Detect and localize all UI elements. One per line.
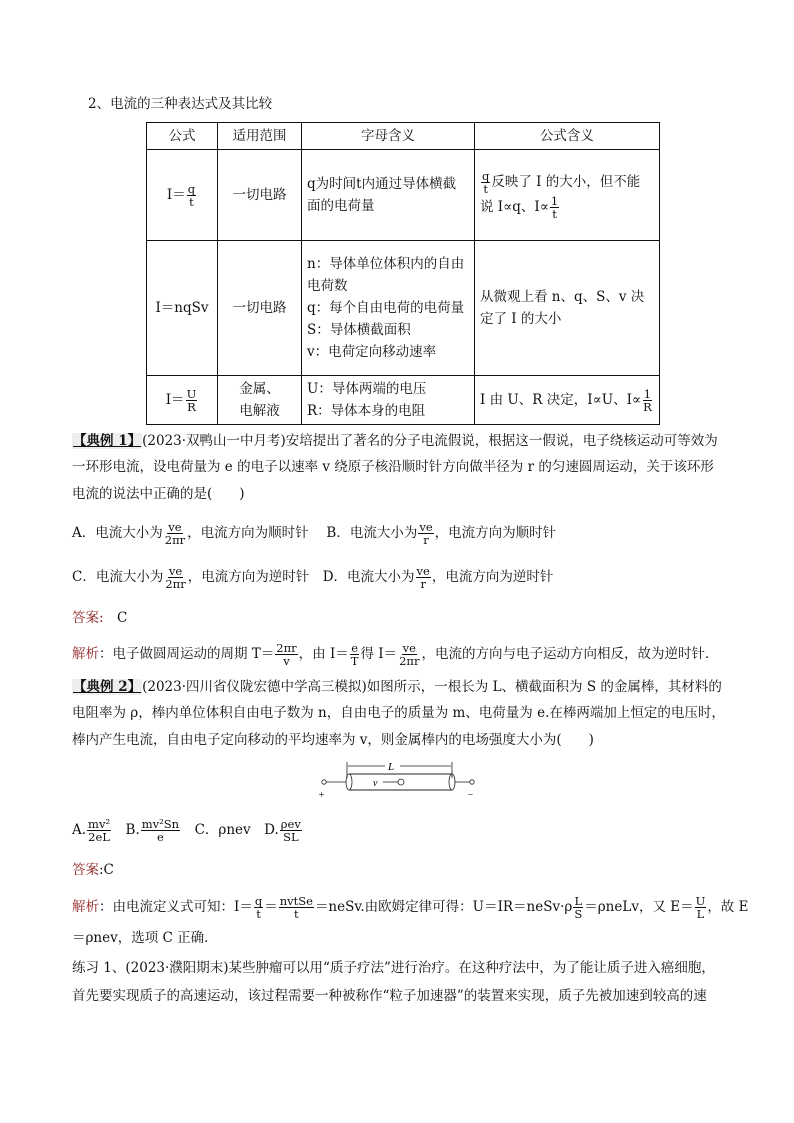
electron-icon xyxy=(398,779,404,785)
fraction-numerator: U xyxy=(186,386,197,401)
text-run: 面的电荷量 xyxy=(307,198,375,214)
meaning-cell xyxy=(475,241,660,376)
fraction xyxy=(642,388,653,413)
text-run: ，电流方向为逆时针 D．电流大小为 xyxy=(187,569,415,585)
text-run: C xyxy=(103,610,128,626)
fraction xyxy=(280,818,302,843)
text-line xyxy=(72,861,114,879)
table-row xyxy=(147,376,660,425)
cell-line xyxy=(307,275,469,297)
text-line xyxy=(72,704,725,722)
text-run: n：导体单位体积内的自由 xyxy=(307,256,465,272)
text-run: q：每个自由电荷的电荷量 xyxy=(307,300,465,316)
text-run: 电荷数 xyxy=(307,278,348,294)
header-formula: 公式 xyxy=(147,123,218,150)
meaning-cell xyxy=(475,376,660,425)
letters-cell xyxy=(302,150,475,241)
fraction xyxy=(87,818,111,843)
answer-label: 解析 xyxy=(72,646,99,662)
text-run: ＝neSv.由欧姆定律可得：U＝IR＝neSv·ρ xyxy=(314,899,573,915)
text-run: 得 I＝ xyxy=(360,646,398,662)
fraction xyxy=(550,195,559,220)
table-row xyxy=(147,150,660,241)
text-run: ，电流方向为顺时针 B．电流大小为 xyxy=(187,525,418,541)
cell-line xyxy=(307,195,469,217)
formula-cell xyxy=(147,241,218,376)
text-run: 金属、 xyxy=(239,381,280,397)
fraction-numerator: nvtSe xyxy=(279,894,313,908)
text-line xyxy=(72,521,556,546)
text-run: ＝ρneLv，又 E＝ xyxy=(584,899,694,915)
text-run: I＝ xyxy=(166,186,186,203)
text-run: :C xyxy=(99,862,114,878)
text-line xyxy=(72,929,218,947)
fraction xyxy=(695,895,707,920)
fraction-numerator: 2πr xyxy=(276,641,297,655)
fraction xyxy=(481,170,490,195)
negative-terminal-icon xyxy=(470,780,474,784)
fraction-denominator: t xyxy=(294,907,299,921)
fraction xyxy=(416,565,431,590)
text-run: ，故 E xyxy=(707,899,749,915)
answer-label: 解析 xyxy=(72,899,99,915)
fraction-denominator: 2πr xyxy=(165,577,186,591)
cell-line xyxy=(152,297,212,319)
text-run: C．电流大小为 xyxy=(72,569,164,585)
letters-cell xyxy=(302,241,475,376)
fraction xyxy=(187,183,196,208)
text-run: 反映了 I 的大小，但不能 xyxy=(491,174,641,190)
fraction-numerator: ve xyxy=(402,641,416,655)
text-line xyxy=(72,731,594,749)
text-run: C．ρnev D. xyxy=(181,822,279,838)
formula-cell xyxy=(147,376,218,425)
fraction-denominator: t xyxy=(189,194,194,209)
cell-line xyxy=(152,388,212,413)
scope-cell xyxy=(218,241,302,376)
text-run: (2023·双鸭山一中月考)安培提出了著名的分子电流假说，根据这一假说，电子绕核运动可等效为 xyxy=(142,433,718,449)
text-run: 一切电路 xyxy=(232,187,287,203)
velocity-label: v xyxy=(373,778,378,789)
plus-sign: + xyxy=(318,790,325,801)
text-run: ，电流方向为逆时针 xyxy=(431,569,554,585)
text-line xyxy=(72,678,722,696)
cell-line xyxy=(480,308,654,330)
text-run: ：由电流定义式可知：I＝ xyxy=(99,899,253,915)
fraction-numerator: U xyxy=(695,894,706,908)
cell-line xyxy=(307,400,469,422)
text-run: ，由 I＝ xyxy=(298,646,349,662)
fraction-denominator: t xyxy=(256,907,261,921)
text-run: I 由 U、R 决定，I∝U、I∝ xyxy=(480,391,642,408)
fraction-numerator: 1 xyxy=(643,386,652,401)
fraction-denominator: v xyxy=(283,654,290,668)
fraction xyxy=(418,521,433,546)
fraction-numerator: mv² xyxy=(88,817,111,831)
text-line xyxy=(72,458,714,476)
fraction-denominator: 2eL xyxy=(88,830,110,844)
fraction-denominator: r xyxy=(423,533,429,547)
cell-line xyxy=(480,195,654,220)
formula-cell xyxy=(147,150,218,241)
fraction xyxy=(573,895,583,920)
answer-label: 答案: xyxy=(72,610,104,626)
text-run: A. xyxy=(72,822,87,838)
text-run: 首先要实现质子的高速运动，该过程需要一种被称作“粒子加速器”的装置来实现，质子先被加速到较高的速 xyxy=(72,988,707,1004)
fraction-denominator: 2πr xyxy=(399,654,420,668)
text-run: 说 I∝q、I∝ xyxy=(480,199,549,215)
text-line xyxy=(72,609,127,627)
text-run: A．电流大小为 xyxy=(72,525,163,541)
length-label: L xyxy=(388,761,395,773)
fraction-numerator: ve xyxy=(419,520,433,534)
scope-cell xyxy=(218,376,302,425)
text-run: ＝ρnev，选项 C 正确． xyxy=(72,930,218,946)
fraction-numerator: L xyxy=(574,894,583,908)
fraction-denominator: R xyxy=(643,399,652,414)
metal-rod-figure xyxy=(315,760,475,805)
fraction-denominator: r xyxy=(420,577,426,591)
fraction-denominator: S xyxy=(574,907,583,921)
fraction xyxy=(186,388,198,413)
fraction xyxy=(254,895,263,920)
text-line xyxy=(72,987,707,1005)
minus-sign: − xyxy=(467,790,474,801)
text-run: ＝ xyxy=(264,899,278,915)
fraction xyxy=(398,642,420,667)
text-run: v：电荷定向移动速率 xyxy=(307,344,437,360)
cell-line xyxy=(223,378,296,400)
cell-line xyxy=(223,400,296,422)
fraction-denominator: e xyxy=(157,830,164,844)
text-run: B. xyxy=(112,822,140,838)
text-line xyxy=(72,565,553,590)
section-heading xyxy=(88,95,272,113)
text-run: 练习 1、(2023·濮阳期末)某些肿瘤可以用“质子疗法”进行治疗。在这种疗法中，为了能让质子进入癌细胞， xyxy=(72,960,715,976)
fraction xyxy=(141,818,180,843)
header-letters: 字母含义 xyxy=(302,123,475,150)
text-run: I＝nqSv xyxy=(155,300,209,316)
fraction-numerator: ve xyxy=(168,564,183,578)
text-run: ，电流的方向与电子运动方向相反，故为逆时针． xyxy=(421,646,719,662)
text-run: 一切电路 xyxy=(232,300,287,316)
cell-line xyxy=(307,319,469,341)
fraction xyxy=(164,521,186,546)
text-run: 定了 I 的大小 xyxy=(480,311,562,327)
text-run: 电解液 xyxy=(239,403,280,419)
text-line xyxy=(72,432,718,450)
fraction-denominator: L xyxy=(696,907,705,921)
cell-line xyxy=(223,297,296,319)
fraction-denominator: R xyxy=(187,399,196,414)
fraction xyxy=(350,642,360,667)
text-line xyxy=(72,959,715,977)
text-line xyxy=(72,818,303,843)
fraction xyxy=(275,642,297,667)
answer-label: 答案 xyxy=(72,862,99,878)
cell-line xyxy=(307,297,469,319)
letters-cell xyxy=(302,376,475,425)
fraction-numerator: mv²Sn xyxy=(141,817,180,831)
scope-cell xyxy=(218,150,302,241)
text-run: ，电流方向为顺时针 xyxy=(434,525,557,541)
example-label: 【典例 2】 xyxy=(73,679,142,695)
table-header-row xyxy=(147,123,660,150)
cell-line xyxy=(152,183,212,208)
fraction-denominator: T xyxy=(350,654,359,668)
text-run: 棒内产生电流，自由电子定向移动的平均速率为 v，则金属棒内的电场强度大小为( ) xyxy=(72,732,594,748)
text-line xyxy=(72,895,748,920)
text-run: 一环形电流，设电荷量为 e 的电子以速率 v 绕原子核沿顺时针方向做半径为 r 的匀速圆周运动，关于该环形 xyxy=(72,459,714,475)
fraction-numerator: 1 xyxy=(550,194,559,208)
text-run: 2、电流的三种表达式及其比较 xyxy=(88,96,273,112)
fraction-denominator: SL xyxy=(283,830,299,844)
fraction-numerator: e xyxy=(351,641,359,655)
fraction-numerator: ve xyxy=(416,564,430,578)
fraction-denominator: t xyxy=(483,182,488,196)
cell-line xyxy=(480,170,654,195)
text-run: R：导体本身的电阻 xyxy=(307,403,426,419)
meaning-cell xyxy=(475,150,660,241)
fraction-denominator: 2πr xyxy=(164,533,186,547)
cell-line xyxy=(480,286,654,308)
text-run: q为时间t内通过导体横截 xyxy=(307,176,457,192)
cell-line xyxy=(307,341,469,363)
text-run: I＝ xyxy=(165,391,185,408)
example-label: 【典例 1】 xyxy=(73,433,142,449)
fraction-numerator: ρev xyxy=(280,817,301,831)
fraction-numerator: q xyxy=(482,169,490,183)
text-run: ：电子做圆周运动的周期 T＝ xyxy=(99,646,275,662)
fraction xyxy=(164,565,186,590)
header-meaning: 公式含义 xyxy=(475,123,660,150)
fraction-numerator: q xyxy=(254,894,263,908)
text-run: S：导体横截面积 xyxy=(307,322,411,338)
header-scope: 适用范围 xyxy=(218,123,302,150)
text-run: 电流的说法中正确的是( ) xyxy=(72,486,245,502)
cell-line xyxy=(223,184,296,206)
cell-line xyxy=(307,253,469,275)
fraction xyxy=(279,895,314,920)
text-run: U：导体两端的电压 xyxy=(307,381,427,397)
text-line xyxy=(72,642,718,667)
fraction-numerator: ve xyxy=(168,520,182,534)
cell-line xyxy=(480,388,654,413)
fraction-denominator: t xyxy=(552,207,557,221)
text-run: 从微观上看 n、q、S、v 决 xyxy=(480,289,645,305)
cell-line xyxy=(307,378,469,400)
cell-line xyxy=(307,173,469,195)
positive-terminal-icon xyxy=(322,780,326,784)
fraction-numerator: q xyxy=(187,181,196,196)
text-run: (2023·四川省仪陇宏德中学高三模拟)如图所示，一根长为 L、横截面积为 S 的金属棒，其材料的 xyxy=(142,679,722,695)
text-line xyxy=(72,485,245,503)
text-run: 电阻率为 ρ，棒内单位体积自由电子数为 n，自由电子的质量为 m、电荷量为 e.在棒两端加上恒定的电压时， xyxy=(72,705,725,721)
table-row xyxy=(147,241,660,376)
current-formula-table xyxy=(146,122,660,425)
